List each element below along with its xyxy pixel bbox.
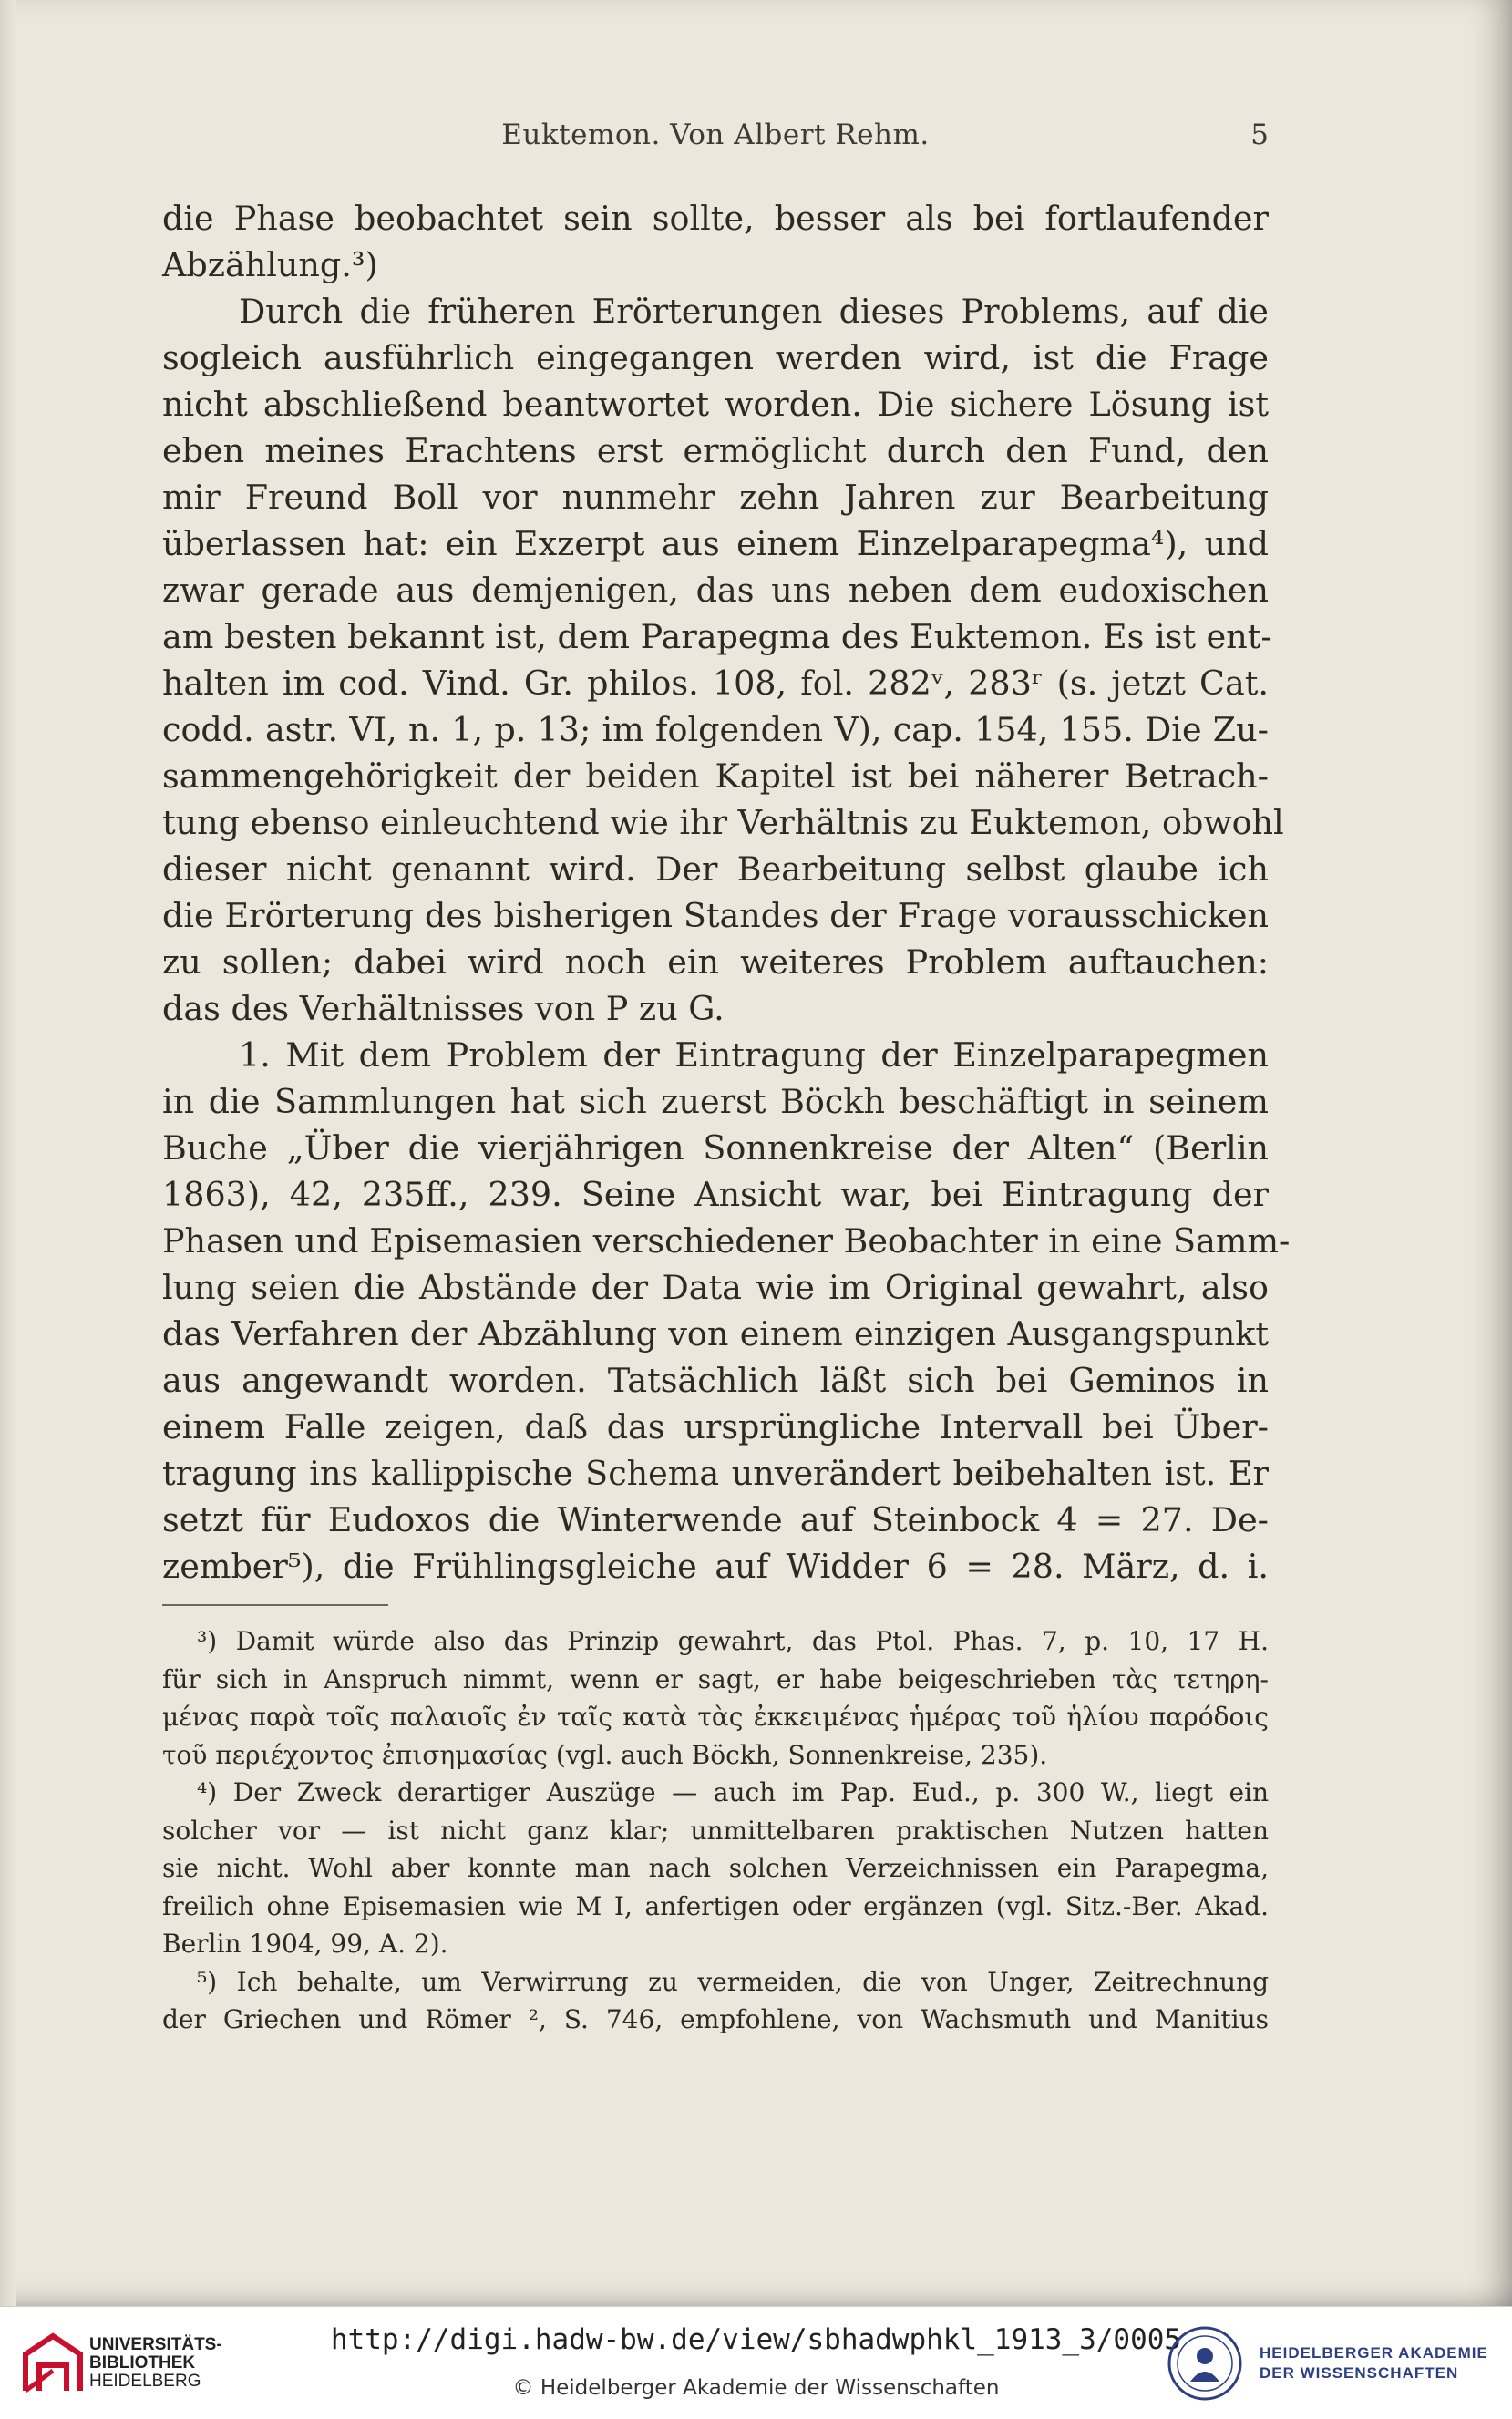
page-url-link[interactable]: http://digi.hadw-bw.de/view/sbhadwphkl_1913_3/0005 bbox=[330, 2323, 1182, 2356]
footnote-line: ⁴) Der Zweck derartiger Auszüge — auch im Pap. Eud., p. 300 W., liegt ein bbox=[197, 1777, 1269, 1807]
footnote-line: für sich in Anspruch nimmt, wenn er sagt, er habe beigeschrieben τὰς τετηρη- bbox=[162, 1663, 1269, 1694]
text-line: das Verfahren der Abzählung von einem einzigen Ausgangspunkt bbox=[162, 1314, 1269, 1354]
text-line: überlassen hat: ein Exzerpt aus einem Einzelparapegma⁴), und bbox=[162, 524, 1269, 563]
text-line: tung ebenso einleuchtend wie ihr Verhältnis zu Euktemon, obwohl bbox=[162, 803, 1284, 842]
academy-name bbox=[1260, 2343, 1488, 2383]
text-line: nicht abschließend beantwortet worden. Die sichere Lösung ist bbox=[162, 385, 1269, 424]
text-line: setzt für Eudoxos die Winterwende auf Steinbock 4 = 27. De- bbox=[162, 1500, 1269, 1539]
text-line: 1863), 42, 235ff., 239. Seine Ansicht war, bei Eintragung der bbox=[162, 1175, 1269, 1214]
academy-seal-icon bbox=[1167, 2325, 1243, 2402]
text-line: lung seien die Abstände der Data wie im Original gewahrt, also bbox=[162, 1268, 1269, 1307]
text-line: halten im cod. Vind. Gr. philos. 108, fol. 282ᵛ, 283ʳ (s. jetzt Cat. bbox=[162, 664, 1269, 703]
text-line: Abzählung.³) bbox=[162, 245, 378, 284]
text-line: codd. astr. VI, n. 1, p. 13; im folgenden V), cap. 154, 155. Die Zu- bbox=[162, 710, 1269, 749]
text-line: sogleich ausführlich eingegangen werden wird, ist die Frage bbox=[162, 338, 1269, 377]
scan-edge bbox=[0, 0, 16, 2306]
running-header bbox=[162, 118, 1269, 164]
footnote-line: ⁵) Ich behalte, um Verwirrung zu vermeiden, die von Unger, Zeitrechnung bbox=[197, 1966, 1269, 1997]
text-line: das des Verhältnisses von P zu G. bbox=[162, 989, 725, 1028]
text-line: mir Freund Boll vor nunmehr zehn Jahren zur Bearbeitung bbox=[162, 478, 1269, 517]
footnote-line: τοῦ περιέχοντος ἐπισημασίας (vgl. auch Böckh, Sonnenkreise, 235). bbox=[162, 1739, 1048, 1770]
footnote-line: freilich ohne Episemasien wie M I, anfertigen oder ergänzen (vgl. Sitz.-Ber. Akad. bbox=[162, 1890, 1269, 1921]
ub-line2: BIBLIOTHEK bbox=[89, 2353, 196, 2373]
text-line: 1. Mit dem Problem der Eintragung der Einzelparapegmen bbox=[239, 1035, 1269, 1075]
footnote-line: der Griechen und Römer ², S. 746, empfohlene, von Wachsmuth und Manitius bbox=[162, 2004, 1269, 2034]
text-line: Durch die früheren Erörterungen dieses Problems, auf die bbox=[239, 292, 1269, 331]
text-line: sammengehörigkeit der beiden Kapitel ist bei näherer Betrach- bbox=[162, 757, 1269, 796]
text-line: die Phase beobachtet sein sollte, besser als bei fortlaufender bbox=[162, 199, 1269, 238]
hadw-line1: HEIDELBERGER AKADEMIE bbox=[1260, 2344, 1488, 2362]
text-line: Phasen und Episemasien verschiedener Beobachter in eine Samm- bbox=[162, 1221, 1291, 1261]
text-line: eben meines Erachtens erst ermöglicht durch den Fund, den bbox=[162, 431, 1269, 470]
text-line: zember⁵), die Frühlingsgleiche auf Widder 6 = 28. März, d. i. bbox=[162, 1547, 1269, 1586]
ub-line1: UNIVERSITÄTS- bbox=[89, 2335, 222, 2354]
text-line: die Erörterung des bisherigen Standes der Frage vorausschicken bbox=[162, 896, 1269, 935]
page-number: 5 bbox=[1250, 118, 1269, 151]
text-line: aus angewandt worden. Tatsächlich läßt sich bei Geminos in bbox=[162, 1361, 1269, 1400]
hadw-line2: DER WISSENSCHAFTEN bbox=[1260, 2364, 1459, 2382]
text-line: Buche „Über die vierjährigen Sonnenkreise der Alten“ (Berlin bbox=[162, 1128, 1269, 1168]
text-line: am besten bekannt ist, dem Parapegma des Euktemon. Es ist ent- bbox=[162, 617, 1272, 656]
footnote-line: ³) Damit würde also das Prinzip gewahrt, das Ptol. Phas. 7, p. 10, 17 H. bbox=[197, 1626, 1269, 1656]
running-title: Euktemon. Von Albert Rehm. bbox=[501, 118, 930, 151]
footnote-separator bbox=[162, 1604, 388, 1606]
footnotes bbox=[162, 1622, 1269, 2039]
ub-line3: HEIDELBERG bbox=[89, 2372, 201, 2391]
footnote-line: μένας παρὰ τοῖς παλαιοῖς ἐν ταῖς κατὰ τὰς ἐκκειμένας ἡμέρας τοῦ ἡλίου παρόδοις bbox=[162, 1702, 1269, 1732]
footer-bar bbox=[0, 2306, 1512, 2419]
text-line: zwar gerade aus demjenigen, das uns neben dem eudoxischen bbox=[162, 571, 1269, 610]
main-text bbox=[162, 195, 1291, 1590]
footnote-line: sie nicht. Wohl aber konnte man nach solchen Verzeichnissen ein Parapegma, bbox=[162, 1853, 1269, 1883]
text-line: in die Sammlungen hat sich zuerst Böckh beschäftigt in seinem bbox=[162, 1082, 1269, 1121]
text-line: tragung ins kallippische Schema unverändert beibehalten ist. Er bbox=[162, 1454, 1269, 1493]
copyright-notice: © Heidelberger Akademie der Wissenschaften bbox=[512, 2376, 1000, 2400]
footnote-line: Berlin 1904, 99, A. 2). bbox=[162, 1929, 448, 1959]
footnote-line: solcher vor — ist nicht ganz klar; unmittelbaren praktischen Nutzen hatten bbox=[162, 1815, 1269, 1846]
text-line: zu sollen; dabei wird noch ein weiteres Problem auftauchen: bbox=[162, 942, 1269, 982]
text-line: dieser nicht genannt wird. Der Bearbeitung selbst glaube ich bbox=[162, 849, 1269, 889]
text-line: einem Falle zeigen, daß das ursprüngliche Intervall bei Über- bbox=[162, 1407, 1269, 1446]
